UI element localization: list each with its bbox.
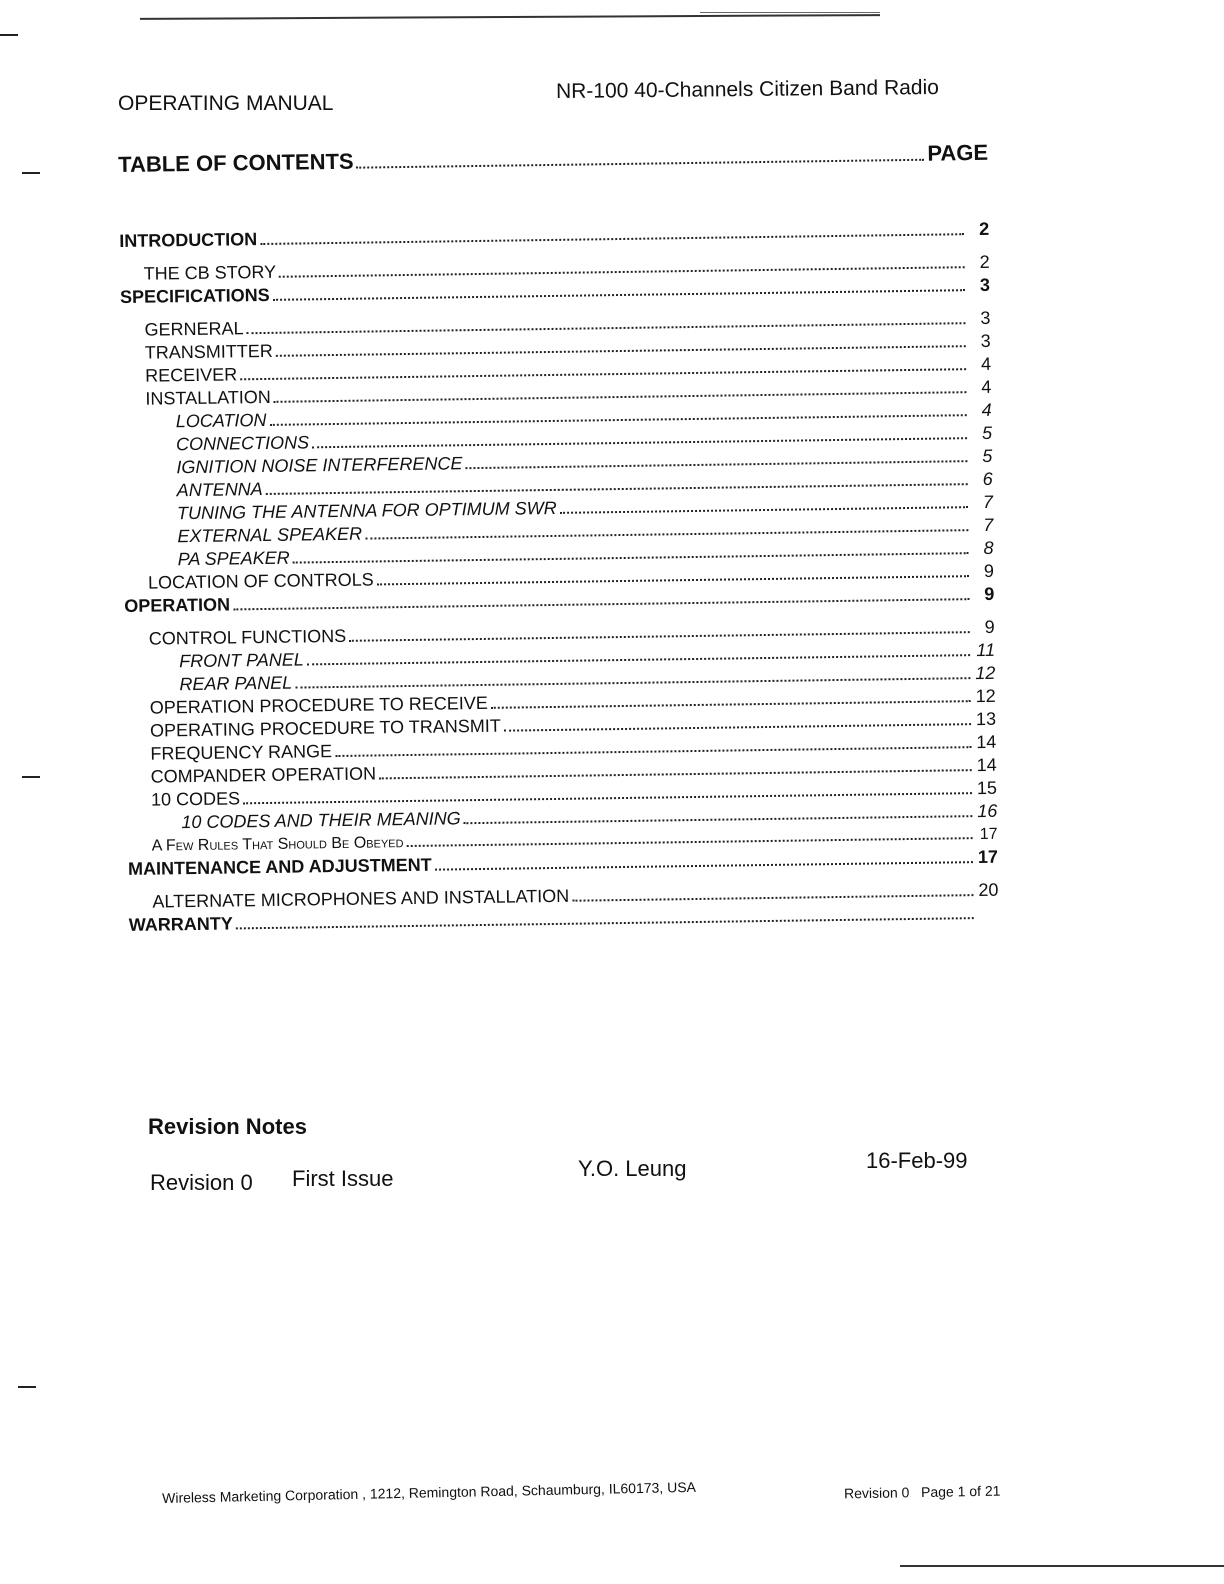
toc-entry-label: LOCATION OF CONTROLS <box>147 569 374 593</box>
toc-entry-label: ALTERNATE MICROPHONES AND INSTALLATION <box>152 885 570 912</box>
toc-entry-page: 13 <box>975 708 997 730</box>
revision-date: 16-Feb-99 <box>866 1148 968 1173</box>
toc-entry-page: 15 <box>976 777 998 799</box>
toc-entry-page: 14 <box>976 754 997 776</box>
dot-leader <box>233 597 969 610</box>
toc-entry-label: COMPANDER OPERATION <box>150 763 377 787</box>
dot-leader <box>491 699 971 709</box>
revision-number: Revision 0 <box>150 1170 253 1195</box>
toc-entry-page: 8 <box>983 537 994 558</box>
toc-entry-label: ANTENNA <box>176 479 263 501</box>
toc-entry-page: 4 <box>981 399 992 420</box>
toc-entry-page: 14 <box>976 731 997 753</box>
margin-mark <box>0 34 18 36</box>
toc-entry-label: OPERATING PROCEDURE TO TRANSMIT <box>149 715 501 741</box>
toc-entry-page: 3 <box>980 330 991 351</box>
toc-entry-label: PA SPEAKER <box>177 547 290 570</box>
toc-entry-page: 4 <box>980 353 992 374</box>
product-name: NR-100 40-Channels Citizen Band Radio <box>555 75 939 104</box>
toc-entry-label: A Few Rules That Should Be Obeyed <box>151 834 404 855</box>
toc-entry-page: 6 <box>982 468 993 489</box>
dot-leader <box>504 722 971 732</box>
dot-leader <box>560 505 968 514</box>
dot-leader <box>465 459 967 469</box>
revision-author: Y.O. Leung <box>578 1156 687 1181</box>
toc-entry-page: 12 <box>975 685 996 707</box>
footer-page: Page 1 of 21 <box>920 1482 1001 1501</box>
toc-entry-page: 5 <box>981 422 993 443</box>
margin-mark <box>22 172 40 174</box>
dot-leader <box>273 288 965 301</box>
toc-entry-page: 16 <box>977 800 998 822</box>
page-column-label: PAGE <box>927 139 989 166</box>
margin-mark <box>18 1386 36 1388</box>
dot-leader <box>236 916 974 929</box>
toc-entry-page: 12 <box>975 662 996 684</box>
dot-leader <box>464 814 973 824</box>
toc-entry-label: 10 CODES AND THEIR MEANING <box>181 808 461 833</box>
toc-entry-label: 10 CODES <box>150 788 241 810</box>
table-of-contents <box>118 140 999 947</box>
toc-entry-label: TRANSMITTER <box>144 340 273 363</box>
toc-entry-label: CONTROL FUNCTIONS <box>148 625 347 649</box>
toc-entry-page: 2 <box>979 218 990 239</box>
footer-revision: Revision 0 <box>843 1484 910 1502</box>
margin-mark <box>22 776 40 778</box>
toc-entry-page: 17 <box>977 846 999 868</box>
toc-entry-page: 9 <box>984 616 995 637</box>
toc-entry-page: 17 <box>979 825 998 844</box>
toc-entry-page: 3 <box>980 307 991 328</box>
toc-entry-page: 11 <box>976 639 996 661</box>
toc-entry-label: EXTERNAL SPEAKER <box>177 523 363 547</box>
toc-entry-label: INTRODUCTION <box>119 229 258 251</box>
bottom-rule <box>900 1565 1224 1567</box>
toc-entry-label: GERNERAL <box>144 318 244 340</box>
toc-entry-page: 5 <box>982 445 993 466</box>
footer-page-info <box>844 1483 1001 1502</box>
toc-entry-label: LOCATION <box>175 409 267 432</box>
toc-entry-label: MAINTENANCE AND ADJUSTMENT <box>127 854 432 879</box>
top-rule-faint <box>700 12 880 13</box>
toc-heading: TABLE OF CONTENTS <box>118 148 354 177</box>
toc-entry-page: 20 <box>978 879 999 901</box>
toc-list <box>119 218 999 947</box>
toc-entry-label: RECEIVER <box>144 364 238 386</box>
footer-address: Wireless Marketing Corporation , 1212, Remington Road, Schaumburg, IL60173, USA <box>162 1478 697 1506</box>
toc-entry-label: TUNING THE ANTENNA FOR OPTIMUM SWR <box>176 497 557 524</box>
toc-entry-page: 7 <box>983 514 994 535</box>
dot-leader <box>572 893 973 902</box>
toc-entry-label: FRONT PANEL <box>178 649 304 672</box>
toc-entry-page: 3 <box>979 274 991 295</box>
toc-entry-label: IGNITION NOISE INTERFERENCE <box>176 453 463 478</box>
toc-entry-label: THE CB STORY <box>143 261 277 284</box>
toc-entry-label: OPERATION <box>124 594 231 616</box>
toc-entry-page: 2 <box>979 251 990 272</box>
toc-entry-label: INSTALLATION <box>145 386 271 409</box>
dot-leader <box>407 836 973 847</box>
toc-heading-row <box>118 140 988 192</box>
toc-entry-label: CONNECTIONS <box>175 432 310 455</box>
top-rule <box>140 14 880 20</box>
toc-entry-label: FREQUENCY RANGE <box>150 741 333 764</box>
toc-entry-label: OPERATION PROCEDURE TO RECEIVE <box>149 692 488 718</box>
dot-leader <box>435 860 973 871</box>
toc-entry-label: SPECIFICATIONS <box>119 284 270 307</box>
document-title: OPERATING MANUAL <box>118 92 334 115</box>
dot-leader <box>260 232 964 245</box>
toc-entry-page: 7 <box>982 491 994 512</box>
toc-entry-page: 9 <box>984 583 995 604</box>
dot-leader <box>357 158 925 169</box>
toc-entry-label: REAR PANEL <box>179 672 293 695</box>
revision-description: First Issue <box>292 1166 394 1191</box>
toc-entry-page: 4 <box>981 376 992 397</box>
toc-entry-page: 9 <box>983 560 995 581</box>
revision-notes-title: Revision Notes <box>148 1114 307 1139</box>
toc-entry-label: WARRANTY <box>128 913 233 935</box>
